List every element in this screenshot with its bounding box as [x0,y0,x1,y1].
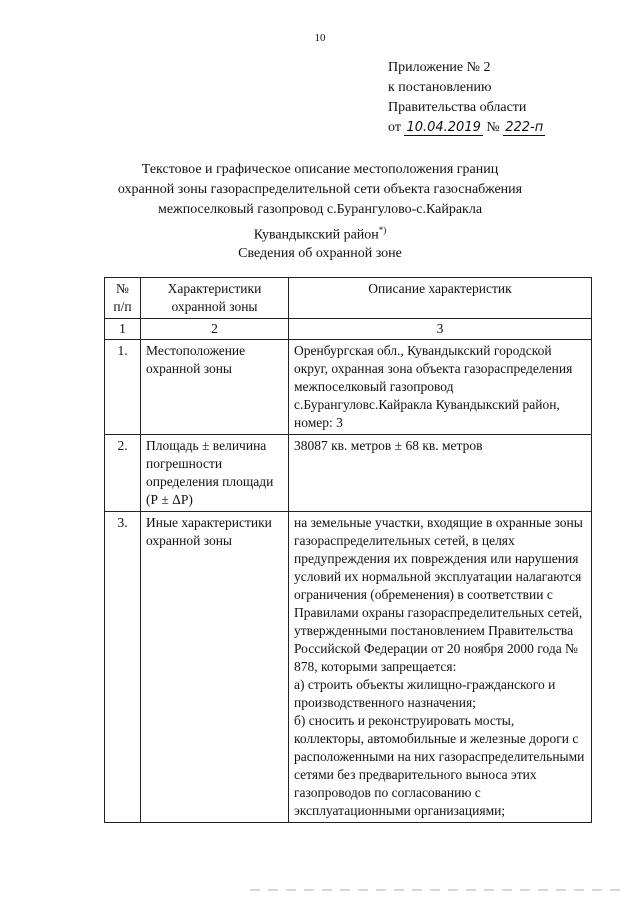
row-number: 3. [105,512,141,823]
handwritten-date: 10.04.2019 [406,120,481,135]
table-row [105,435,592,512]
appendix-line-3: Правительства области [388,100,527,115]
row-characteristic: Местоположение охранной зоны [141,340,289,435]
title-line-1: Текстовое и графическое описание местоположения границ [141,162,499,177]
table-row [105,512,592,823]
row-description [289,512,592,823]
document-title [80,160,560,246]
row-characteristic: Иные характеристики охранной зоны [141,512,289,823]
appendix-line-1: Приложение № 2 [388,60,491,75]
restriction-item-a: а) строить объекты жилищно-гражданского и производственного назначения; [294,677,556,710]
date-prefix: от [388,120,401,135]
row-description: 38087 кв. метров ± 68 кв. метров [289,435,592,512]
protection-zone-table [104,277,592,823]
column-number-row [105,319,592,340]
col-number-1: 1 [105,319,141,340]
row-number: 2. [105,435,141,512]
title-line-3: межпоселковый газопровод с.Бурангулово-с.Кайракла [157,202,483,217]
section-subtitle: Сведения об охранной зоне [238,246,402,261]
title-line-2: охранной зоны газораспределительной сети объекта газоснабжения [117,182,523,197]
header-characteristics: Характеристики охранной зоны [141,278,289,319]
header-number: № п/п [105,278,141,319]
page-number: 10 [314,32,326,44]
scan-artifact-line [250,889,620,891]
title-line-4 [80,220,560,246]
handwritten-number: 222-п [505,120,544,135]
table-row [105,340,592,435]
title-district: Кувандыкский район [253,227,379,243]
row-description: Оренбургская обл., Кувандыкский городской округ, охранная зона объекта газораспределения межпоселковый газопровод с.Бурангуловс.Кайракла Кувандыкский район, номер: 3 [289,340,592,435]
footnote-mark: *) [378,225,387,235]
row-characteristic: Площадь ± величина погрешности определения площади (Р ± ΔР) [141,435,289,512]
header-description: Описание характеристик [289,278,592,319]
row-number: 1. [105,340,141,435]
restriction-item-b: б) сносить и реконструировать мосты, коллекторы, автомобильные и железные дороги с расположенными на них газораспределительными сетями без предварительного выноса этих газопроводов по согласованию с эксплуатационными организациями; [294,713,585,818]
restrictions-intro: на земельные участки, входящие в охранные зоны газораспределительных сетей, в целях предупреждения их повреждения или нарушения условий их нормальной эксплуатации налагаются ограничения (обременения) в соответствии с Правилами охраны газораспределительных сетей, утвержденными постановлением Правительства Российской Федерации от 20 ноября 2000 года № 878, которыми запрещается: [294,515,583,674]
col-number-3: 3 [289,319,592,340]
col-number-2: 2 [141,319,289,340]
appendix-line-2: к постановлению [388,80,492,95]
number-prefix: № [486,120,500,135]
appendix-date-line [388,118,545,138]
table-header-row [105,278,592,319]
appendix-block [388,58,545,138]
